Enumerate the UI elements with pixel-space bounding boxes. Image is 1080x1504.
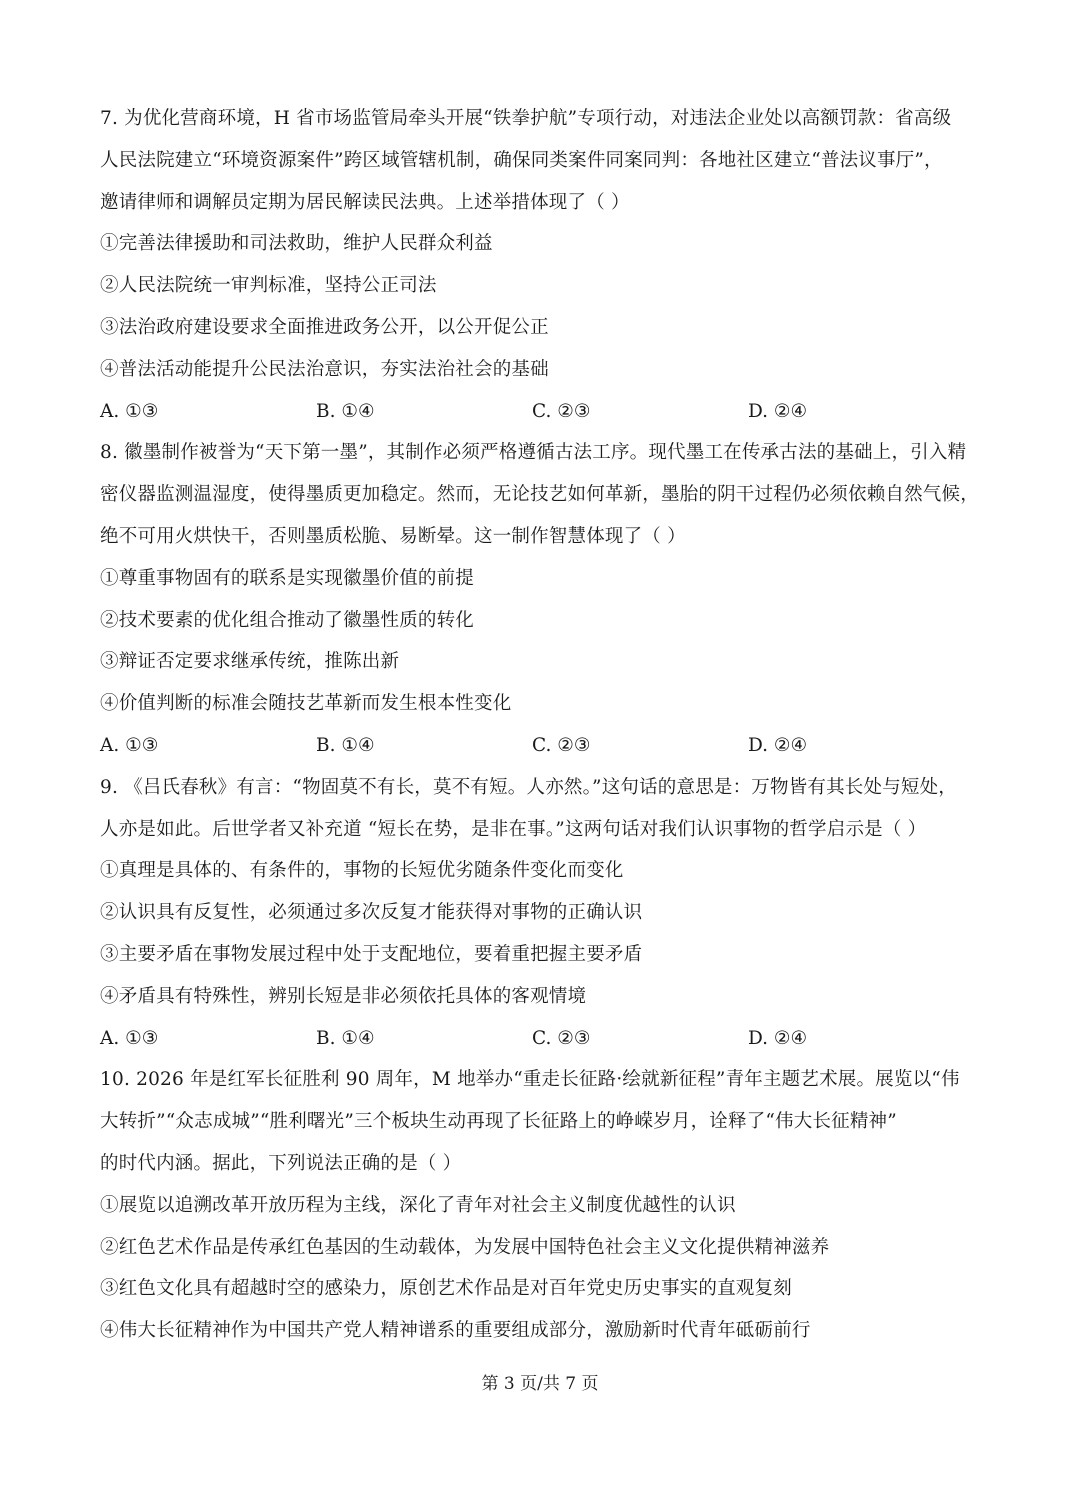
answer-choice-a: A. ①③ [100,1027,159,1049]
answer-choice-d: D. ②④ [748,400,808,422]
question-9 [100,767,990,1060]
question-stem-line: 人亦是如此。后世学者又补充道 “短长在势，是非在事。”这两句话对我们认识事物的哲学启示是（ ） [100,818,927,840]
statement-option: ④普法活动能提升公民法治意识，夯实法治社会的基础 [100,358,549,380]
question-8 [100,432,990,766]
answer-choices [100,391,990,433]
question-stem-line: 人民法院建立“环境资源案件”跨区域管辖机制，确保同类案件同案同判：各地社区建立“普法议事厅”， [100,149,943,171]
question-stem-line: 密仪器监测温湿度，使得墨质更加稳定。然而，无论技艺如何革新，墨胎的阴干过程仍必须依赖自然气候， [100,484,979,506]
questions-container [100,98,990,1352]
statement-option: ②人民法院统一审判标准，坚持公正司法 [100,275,437,297]
question-10 [100,1059,990,1352]
question-stem-line: 10. 2026 年是红军长征胜利 90 周年，M 地举办“重走长征路·绘就新征程”青年主题艺术展。展览以“伟 [100,1069,960,1091]
answer-choices [100,1018,990,1060]
statement-option: ②认识具有反复性，必须通过多次反复才能获得对事物的正确认识 [100,902,643,924]
answer-choice-b: B. ①④ [316,734,375,756]
question-stem-line: 绝不可用火烘快干，否则墨质松脆、易断晕。这一制作智慧体现了（ ） [100,525,686,547]
statement-option: ④价值判断的标准会随技艺革新而发生根本性变化 [100,693,512,715]
statement-option: ④伟大长征精神作为中国共产党人精神谱系的重要组成部分，激励新时代青年砥砺前行 [100,1320,811,1342]
statement-option: ②技术要素的优化组合推动了徽墨性质的转化 [100,609,475,631]
statement-option: ③法治政府建设要求全面推进政务公开，以公开促公正 [100,316,549,338]
answer-choice-d: D. ②④ [748,734,808,756]
question-stem-line: 的时代内涵。据此，下列说法正确的是（ ） [100,1152,462,1174]
statement-option: ④矛盾具有特殊性，辨别长短是非必须依托具体的客观情境 [100,985,587,1007]
statement-option: ②红色艺术作品是传承红色基因的生动载体，为发展中国特色社会主义文化提供精神滋养 [100,1236,830,1258]
answer-choice-c: C. ②③ [532,1027,591,1049]
answer-choice-d: D. ②④ [748,1027,808,1049]
statement-option: ③红色文化具有超越时空的感染力，原创艺术作品是对百年党史历史事实的直观复刻 [100,1278,792,1300]
answer-choice-a: A. ①③ [100,400,159,422]
question-7 [100,98,990,432]
statement-option: ③主要矛盾在事物发展过程中处于支配地位，要着重把握主要矛盾 [100,943,643,965]
statement-option: ③辩证否定要求继承传统，推陈出新 [100,651,400,673]
question-stem-line: 8. 徽墨制作被誉为“天下第一墨”，其制作必须严格遵循古法工序。现代墨工在传承古法的基础上，引入精 [100,442,967,464]
answer-choice-c: C. ②③ [532,734,591,756]
question-stem-line: 9. 《吕氏春秋》有言：“物固莫不有长，莫不有短。人亦然。”这句话的意思是：万物皆有其长处与短处， [100,776,958,798]
answer-choice-b: B. ①④ [316,400,375,422]
page-footer: 第 3 页/共 7 页 [481,1374,599,1394]
answer-choices [100,725,990,767]
statement-option: ①真理是具体的、有条件的，事物的长短优劣随条件变化而变化 [100,860,624,882]
statement-option: ①完善法律援助和司法救助，维护人民群众利益 [100,233,493,255]
question-stem-line: 邀请律师和调解员定期为居民解读民法典。上述举措体现了（ ） [100,191,630,213]
question-stem-line: 7. 为优化营商环境，H 省市场监管局牵头开展“铁拳护航”专项行动，对违法企业处以高额罚款：省高级 [100,108,952,129]
answer-choice-b: B. ①④ [316,1027,375,1049]
answer-choice-a: A. ①③ [100,734,159,756]
answer-choice-c: C. ②③ [532,400,591,422]
question-stem-line: 大转折”“众志成城”“胜利曙光”三个板块生动再现了长征路上的峥嵘岁月，诠释了“伟大长征精神” [100,1111,897,1133]
statement-option: ①展览以追溯改革开放历程为主线，深化了青年对社会主义制度优越性的认识 [100,1194,736,1216]
statement-option: ①尊重事物固有的联系是实现徽墨价值的前提 [100,567,475,589]
